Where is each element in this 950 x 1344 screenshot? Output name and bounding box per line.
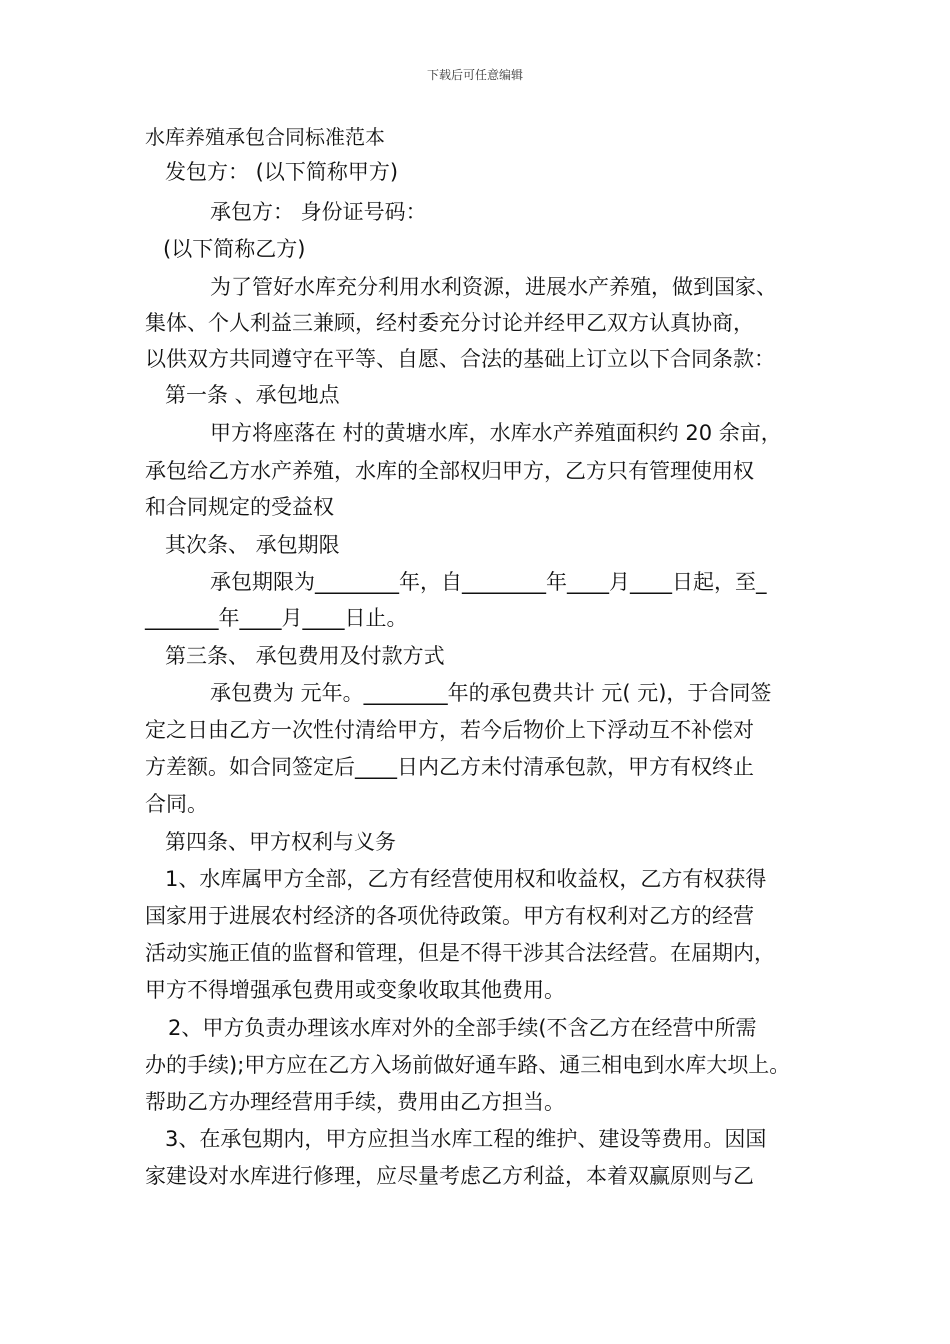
preamble-line-2: 集体、个人利益三兼顾，经村委充分讨论并经甲乙双方认真协商，: [145, 311, 754, 335]
article-4-item-1-line-1: 1、水库属甲方全部，乙方有经营使用权和收益权，乙方有权获得: [165, 867, 767, 891]
article-4-item-3-line-1: 3、在承包期内，甲方应担当水库工程的维护、建设等费用。因国: [165, 1127, 767, 1151]
article-2-heading: 其次条、 承包期限: [165, 533, 340, 557]
article-3-line-4: 合同。: [145, 792, 208, 816]
article-3-line-2: 定之日由乙方一次性付清给甲方，若今后物价上下浮动互不补偿对: [145, 718, 754, 742]
header-note: 下载后可任意编辑: [426, 68, 523, 82]
article-3-heading: 第三条、 承包费用及付款方式: [165, 644, 445, 668]
party-b-line: 承包方： 身份证号码：: [210, 200, 427, 224]
preamble-line-3: 以供双方共同遵守在平等、自愿、合法的基础上订立以下合同条款：: [145, 347, 775, 371]
article-1-line-1: 甲方将座落在 村的黄塘水库，水库水产养殖面积约 20 余亩，: [210, 421, 782, 445]
article-3-line-1: 承包费为 元年。________年的承包费共计 元( 元)，于合同签: [210, 681, 772, 705]
preamble-line-1: 为了管好水库充分利用水利资源，进展水产养殖，做到国家、: [210, 275, 777, 299]
article-4-item-3-line-2: 家建设对水库进行修理，应尽量考虑乙方利益，本着双赢原则与乙: [145, 1164, 754, 1188]
article-1-line-2: 承包给乙方水产养殖，水库的全部权归甲方，乙方只有管理使用权: [145, 459, 754, 483]
party-b-note: (以下简称乙方): [163, 237, 306, 261]
article-2-line-2: _______年____月____日止。: [145, 606, 408, 630]
document-title: 水库养殖承包合同标准范本: [145, 125, 385, 149]
article-1-heading: 第一条 、承包地点: [165, 383, 340, 407]
article-4-heading: 第四条、甲方权利与义务: [165, 830, 396, 854]
party-a-line: 发包方： (以下简称甲方): [165, 160, 399, 184]
article-4-item-2-line-1: 2、甲方负责办理该水库对外的全部手续(不含乙方在经营中所需: [168, 1016, 757, 1040]
article-4-item-1-line-3: 活动实施正值的监督和管理，但是不得干涉其合法经营。在届期内，: [145, 941, 775, 965]
article-4-item-2-line-3: 帮助乙方办理经营用手续，费用由乙方担当。: [145, 1090, 565, 1114]
article-4-item-2-line-2: 办的手续);甲方应在乙方入场前做好通车路、通三相电到水库大坝上。: [145, 1053, 791, 1077]
article-4-item-1-line-4: 甲方不得增强承包费用或变象收取其他费用。: [145, 978, 565, 1002]
article-2-line-1: 承包期限为________年，自________年____月____日起，至_: [210, 570, 767, 594]
article-1-line-3: 和合同规定的受益权: [145, 495, 334, 519]
article-4-item-1-line-2: 国家用于进展农村经济的各项优待政策。甲方有权利对乙方的经营: [145, 904, 754, 928]
article-3-line-3: 方差额。如合同签定后____日内乙方未付清承包款，甲方有权终止: [145, 755, 754, 779]
